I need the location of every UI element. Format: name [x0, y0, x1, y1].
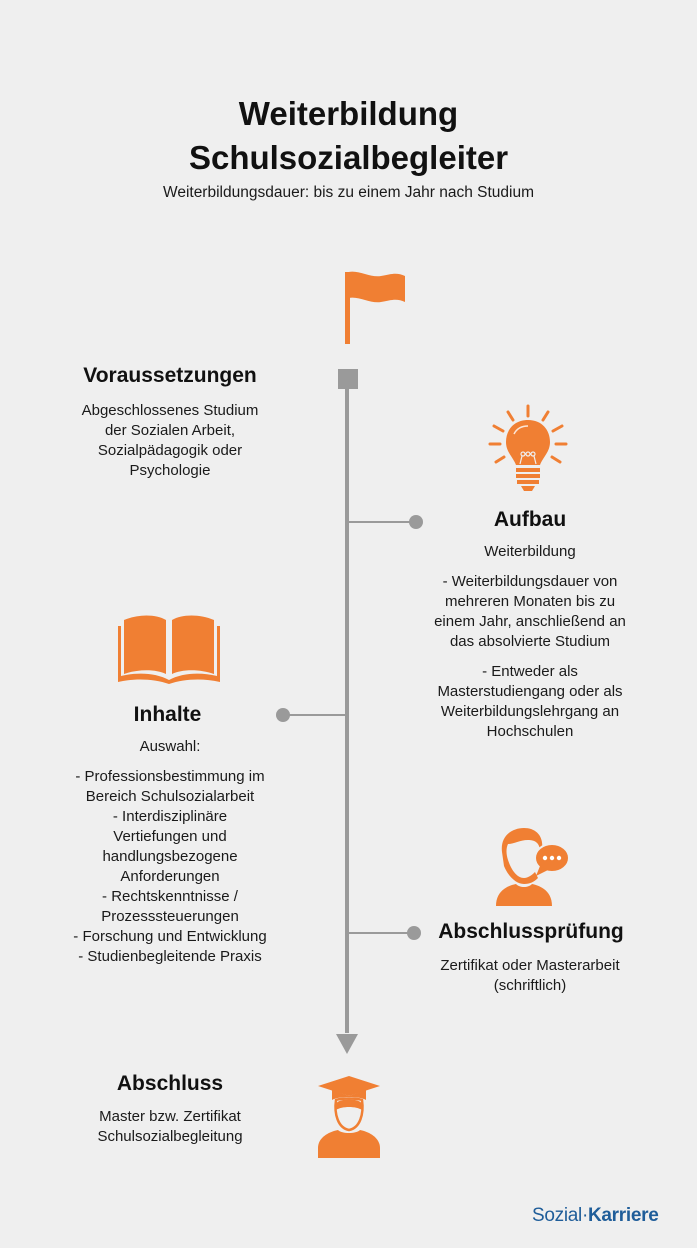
- inhalte-line: - Rechtskenntnisse /: [102, 888, 238, 905]
- abschlusspruefung-heading: Abschlussprüfung: [438, 920, 624, 943]
- connector-abschlusspruefung: [349, 932, 411, 934]
- person-speech-bubble-icon: [494, 826, 570, 906]
- aufbau-point-2: [400, 662, 660, 742]
- inhalte-line: - Interdisziplinäre: [112, 808, 228, 825]
- aufbau-text: [400, 542, 660, 752]
- aufbau-point-1: [400, 572, 660, 652]
- lightbulb-icon: [486, 402, 570, 494]
- aufbau-line: - Entweder als: [482, 663, 578, 680]
- inhalte-line: Anforderungen: [120, 868, 220, 885]
- brand-logo-part2: Karriere: [587, 1205, 659, 1226]
- connector-inhalte: [283, 714, 345, 716]
- brand-logo-part1: Sozial: [532, 1205, 582, 1226]
- inhalte-intro: Auswahl:: [139, 738, 201, 755]
- aufbau-intro: Weiterbildung: [484, 543, 576, 560]
- abschluss-line: Schulsozialbegleitung: [97, 1128, 243, 1145]
- abschlusspruefung-line: (schriftlich): [493, 977, 567, 994]
- aufbau-line: einem Jahr, anschließend an: [434, 613, 626, 630]
- abschluss-text: [50, 1107, 290, 1147]
- inhalte-line: Prozesssteuerungen: [101, 908, 239, 925]
- page-title-line2: Schulsozialbegleiter: [188, 139, 509, 176]
- voraussetzungen-heading: Voraussetzungen: [83, 364, 257, 387]
- voraussetzungen-line: der Sozialen Arbeit,: [104, 422, 236, 439]
- inhalte-line: Bereich Schulsozialarbeit: [85, 788, 255, 805]
- aufbau-line: Weiterbildungslehrgang an: [440, 703, 620, 720]
- voraussetzungen-line: Psychologie: [129, 462, 211, 479]
- inhalte-line: - Forschung und Entwicklung: [73, 928, 267, 945]
- aufbau-line: Hochschulen: [486, 723, 574, 740]
- page-title-line1: Weiterbildung: [238, 95, 459, 132]
- page-subtitle: Weiterbildungsdauer: bis zu einem Jahr nach Studium: [162, 184, 535, 201]
- aufbau-heading: Aufbau: [493, 508, 567, 531]
- inhalte-line: handlungsbezogene: [102, 848, 238, 865]
- connector-aufbau: [349, 521, 413, 523]
- inhalte-text: [40, 737, 300, 967]
- inhalte-line: - Studienbegleitende Praxis: [78, 948, 262, 965]
- open-book-icon: [116, 612, 222, 684]
- voraussetzungen-text: [40, 401, 300, 481]
- inhalte-line: Vertiefungen und: [113, 828, 227, 845]
- connector-dot-abschlusspruefung: [407, 926, 421, 940]
- abschluss-heading: Abschluss: [116, 1072, 224, 1095]
- abschlusspruefung-text: [410, 956, 650, 996]
- aufbau-line: mehreren Monaten bis zu: [444, 593, 616, 610]
- aufbau-line: - Weiterbildungsdauer von: [442, 573, 618, 590]
- aufbau-line: das absolvierte Studium: [449, 633, 611, 650]
- brand-logo-separator: ·: [581, 1205, 588, 1226]
- graduate-icon: [316, 1074, 382, 1158]
- voraussetzungen-line: Abgeschlossenes Studium: [81, 402, 259, 419]
- aufbau-line: Masterstudiengang oder als: [437, 683, 623, 700]
- brand-logo: [532, 1205, 658, 1227]
- timeline-arrow-icon: [336, 1034, 358, 1054]
- inhalte-line: - Professionsbestimmung im: [75, 768, 265, 785]
- voraussetzungen-line: Sozialpädagogik oder: [97, 442, 243, 459]
- flag-icon: [343, 270, 405, 346]
- inhalte-heading: Inhalte: [133, 703, 202, 726]
- abschluss-line: Master bzw. Zertifikat: [99, 1108, 241, 1125]
- abschlusspruefung-line: Zertifikat oder Masterarbeit: [440, 957, 620, 974]
- timeline-line: [345, 380, 349, 1033]
